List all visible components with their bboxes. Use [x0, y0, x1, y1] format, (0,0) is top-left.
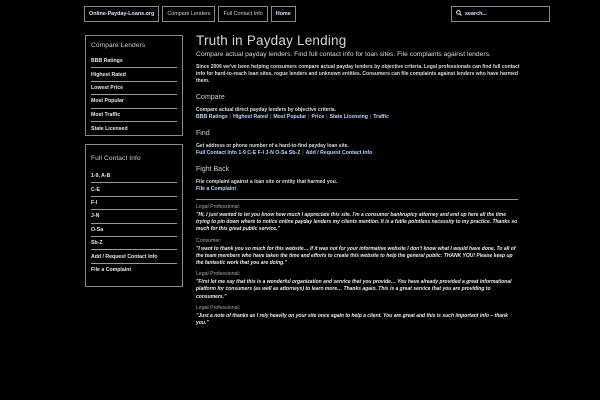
section-find-heading: Find: [196, 130, 210, 137]
testimonial-author: Legal Professional:: [196, 271, 241, 278]
sidebar-contact-heading: Full Contact Info: [91, 155, 141, 162]
link-separator: |: [269, 114, 272, 120]
search-input[interactable]: [451, 6, 550, 22]
sidebar-item-file-complaint[interactable]: File a Complaint: [91, 267, 132, 274]
testimonial: [196, 271, 520, 301]
link-state-licensing[interactable]: State Licensing: [329, 114, 368, 120]
sidebar-compare-lenders: [85, 35, 183, 136]
testimonial-quote: "Just a note of thanks as I rely heavily on your site once again to help a client. You are great and this is such important info – thank you.": [196, 312, 508, 327]
page-subtitle: Compare actual payday lenders. Find full contact info for loan sites. File complaints against lenders.: [196, 51, 491, 58]
link-traffic[interactable]: Traffic: [373, 114, 389, 120]
link-separator: |: [308, 114, 310, 120]
sidebar-item-most-popular[interactable]: Most Popular: [91, 95, 177, 108]
testimonial: [196, 204, 520, 234]
sidebar-item-sb-z[interactable]: Sb-Z: [91, 237, 177, 250]
sidebar-item-add-request-contact[interactable]: Add / Request Contact Info: [91, 250, 177, 263]
section-compare-links: [196, 114, 520, 121]
testimonial: [196, 238, 520, 268]
testimonial-quote: "Hi, I just wanted to let you know how much I appreciate this site. I'm a consumer bankruptcy attorney and end up here all the time trying to pin down where to notice online payday lenders my clients mention. It is a futile pointless necessity to my practice. Thanks so much for this great public service.": [196, 212, 518, 233]
link-full-contact-info[interactable]: Full Contact Info 1-9 C-E F-I J-N O-Sa Sb-Z: [196, 150, 301, 156]
sidebar-item-most-traffic[interactable]: Most Traffic: [91, 109, 177, 122]
page-title: Truth in Payday Lending: [196, 33, 347, 48]
link-separator: |: [302, 150, 304, 156]
intro-paragraph: Since 2006 we've been helping consumers compare actual payday lenders by objective criteria. Legal professionals can find full contact info for hard-to-reach loan sites, rogue lenders and unknown entities. Consumers can file complaints against lenders who have harmed them.: [196, 64, 520, 84]
section-fight-back-heading: Fight Back: [196, 166, 230, 173]
section-compare-heading: Compare: [196, 94, 225, 101]
link-bbb-ratings[interactable]: BBB Ratings: [196, 114, 228, 120]
testimonial-author: Legal Professional:: [196, 204, 241, 210]
sidebar-item-bbb-ratings[interactable]: BBB Ratings: [91, 55, 177, 68]
link-separator: |: [369, 114, 372, 120]
search-placeholder: search...: [465, 11, 487, 17]
sidebar-item-1-9-a-b[interactable]: 1-9, A-B: [91, 170, 177, 183]
sidebar-item-o-sa[interactable]: O-Sa: [91, 224, 177, 237]
sidebar-item-state-licensed[interactable]: State Licensed: [91, 125, 128, 132]
testimonial-quote: "First let me say that this is a wonderful organization and service that you provide… You have already provided a great informational platform for consumers (as well as attorneys) to learn more… Thanks again. This is a great service that you are providing to consumers.": [196, 279, 512, 300]
section-fight-back-links: [196, 186, 520, 193]
link-add-request-contact[interactable]: Add / Request Contact Info: [305, 150, 373, 156]
sidebar-full-contact-info: [85, 144, 183, 287]
link-highest-rated[interactable]: Highest Rated: [233, 114, 268, 120]
sidebar-item-lowest-price[interactable]: Lowest Price: [91, 82, 177, 95]
nav-home-logo-button[interactable]: Online-Payday-Loans.org: [84, 6, 159, 22]
link-price[interactable]: Price: [311, 114, 325, 120]
sidebar-compare-heading: Compare Lenders: [91, 42, 146, 49]
link-file-complaint[interactable]: File a Complaint: [196, 186, 237, 192]
sidebar-item-f-i[interactable]: F-I: [91, 197, 177, 210]
nav-home-button[interactable]: Home: [271, 6, 296, 22]
search-icon: [456, 10, 462, 18]
testimonial-author: Legal Professional:: [196, 304, 241, 311]
section-fight-back-text: File complaint against a loan site or entity that harmed you.: [196, 179, 338, 185]
testimonial-author: Consumer:: [196, 237, 222, 244]
link-separator: |: [229, 114, 232, 120]
link-separator: |: [326, 114, 328, 120]
sidebar-item-c-e[interactable]: C-E: [91, 183, 177, 196]
top-nav: [84, 6, 296, 22]
testimonial-quote: "I want to thank you so much for this website… If it was not for your informative website I don't know what I would have done. To all of the team members who have taken the time and efforts to create this website to help the general public: THANK YOU! Please keep up the fantastic work that you are doing.": [196, 245, 516, 267]
link-most-popular[interactable]: Most Popular: [273, 114, 307, 120]
nav-compare-lenders-button[interactable]: Compare Lenders: [162, 6, 215, 22]
section-compare-text: Compare actual direct payday lenders by objective criteria.: [196, 107, 337, 113]
divider: [196, 199, 518, 200]
testimonial: [196, 305, 520, 327]
sidebar-item-highest-rated[interactable]: Highest Rated: [91, 68, 177, 81]
sidebar-item-j-n[interactable]: J-N: [91, 210, 177, 223]
main-content: [196, 33, 520, 327]
section-find-text: Get address or phone number of a hard-to-find payday loan site.: [196, 143, 349, 149]
nav-full-contact-info-button[interactable]: Full Contact Info: [218, 6, 267, 22]
section-find-links: [196, 150, 520, 157]
